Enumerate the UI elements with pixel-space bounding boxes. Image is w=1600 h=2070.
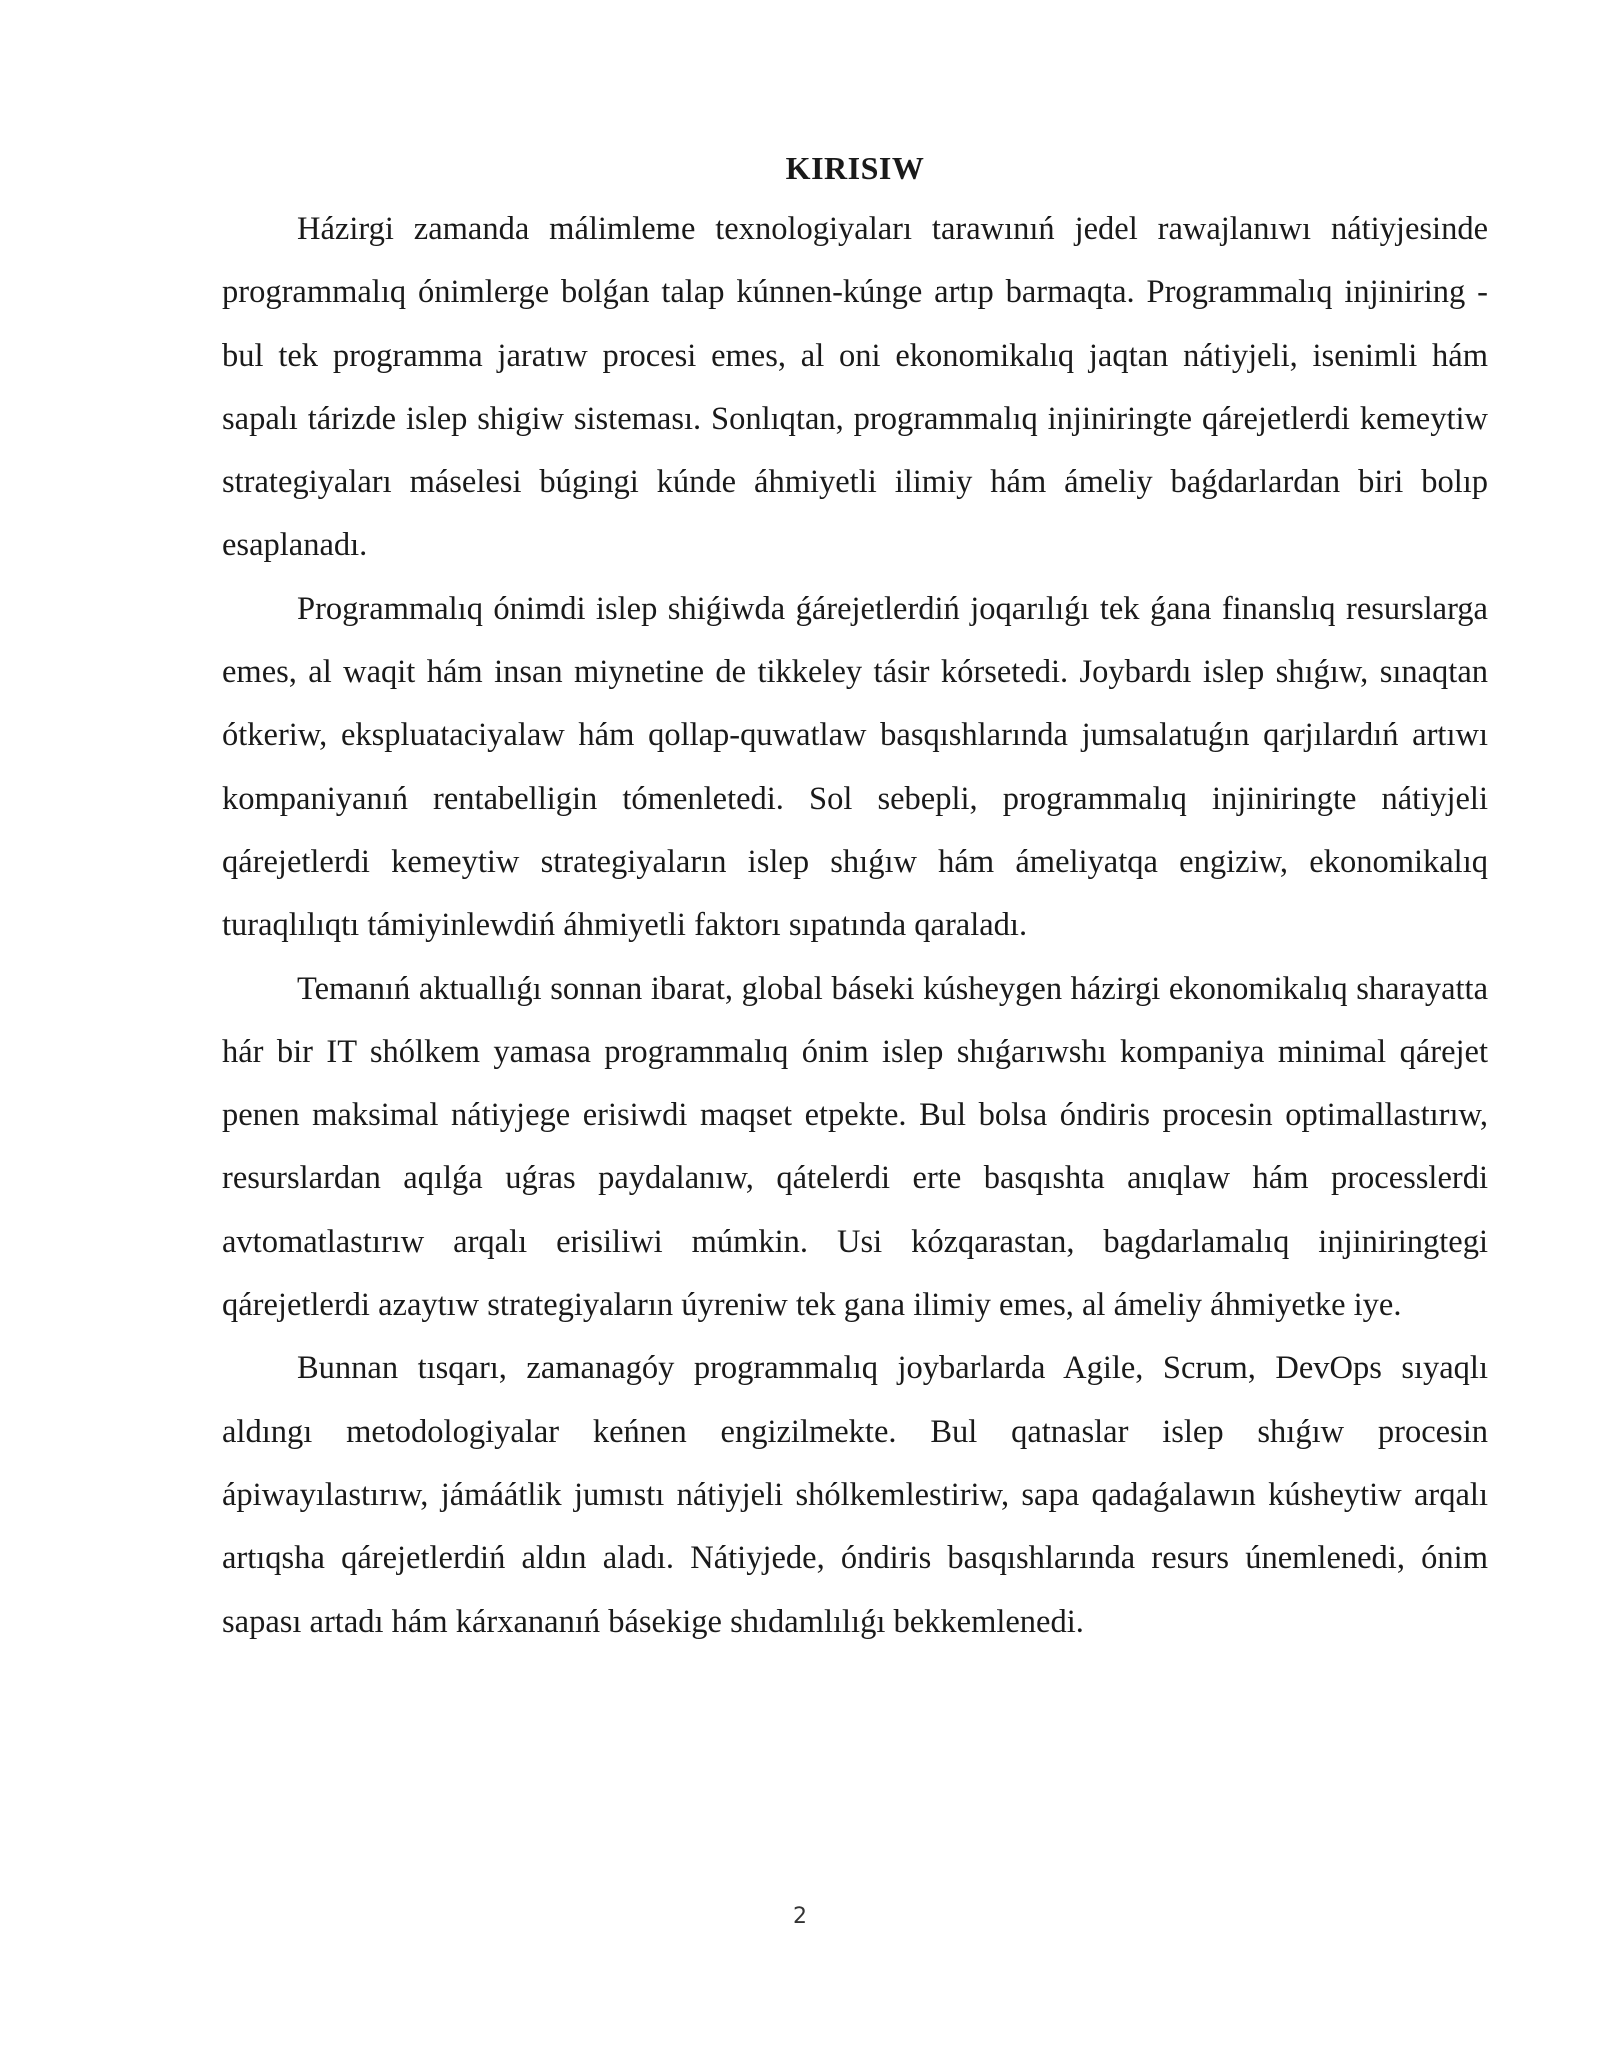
section-heading: KIRISIW — [785, 150, 925, 186]
page-content — [222, 150, 1488, 1654]
paragraph-2: Programmalıq ónimdi islep shiǵiwda ǵárejetlerdiń joqarılıǵı tek ǵana finanslıq resurslarga emes, al waqit hám insan miynetine de tikkeley tásir kórsetedi. Joybardı islep shıǵıw, sınaqtan ótkeriw, ekspluataciyalaw hám qollap-quwatlaw basqıshlarında jumsalatuǵın qarjılardıń artıwı kompaniyanıń rentabelligin tómenletedi. Sol sebepli, programmalıq injiniringte nátiyjeli qárejetlerdi kemeytiw strategiyaların islep shıǵıw hám ámeliyatqa engiziw, ekonomikalıq turaqlılıqtı támiyinlewdiń áhmiyetli faktorı sıpatında qaraladı. — [222, 590, 1488, 944]
paragraph-3: Temanıń aktuallıǵı sonnan ibarat, global báseki kúsheygen házirgi ekonomikalıq sharayatta hár bir IT shólkem yamasa programmalıq ónim islep shıǵarıwshı kompaniya minimal qárejet penen maksimal nátiyjege erisiwdi maqset etpekte. Bul bolsa óndiris procesin optimallastırıw, resurslardan aqılǵa uǵras paydalanıw, qátelerdi erte basqıshta anıqlaw hám processlerdi avtomatlastırıw arqalı erisiliwi múmkin. Usi kózqarastan, bagdarlamalıq injiniringtegi qárejetlerdi azaytıw strategiyaların úyreniw tek gana ilimiy emes, al ámeliy áhmiyetke iye. — [222, 970, 1488, 1324]
page-number: 2 — [793, 1904, 807, 1929]
paragraph-4: Bunnan tısqarı, zamanagóy programmalıq joybarlarda Agile, Scrum, DevOps sıyaqlı aldıngı metodologiyalar keńnen engizilmekte. Bul qatnaslar islep shıǵıw procesin ápiwayılastırıw, jámáátlik jumıstı nátiyjeli shólkemlestiriw, sapa qadaǵalawın kúsheytiw arqalı artıqsha qárejetlerdiń aldın aladı. Nátiyjede, óndiris basqıshlarında resurs únemlenedi, ónim sapası artadı hám kárxananıń básekige shıdamlılıǵı bekkemlenedi. — [222, 1350, 1488, 1640]
paragraph-1: Házirgi zamanda málimleme texnologiyaları tarawınıń jedel rawajlanıwı nátiyjesinde programmalıq ónimlerge bolǵan talap kúnnen-kúnge artıp barmaqta. Programmalıq injiniring - bul tek programma jaratıw procesi emes, al oni ekonomikalıq jaqtan nátiyjeli, isenimli hám sapalı tárizde islep shigiw sisteması. Sonlıqtan, programmalıq injiniringte qárejetlerdi kemeytiw strategiyaları máselesi búgingi kúnde áhmiyetli ilimiy hám ámeliy baǵdarlardan biri bolıp esaplanadı. — [222, 211, 1488, 564]
